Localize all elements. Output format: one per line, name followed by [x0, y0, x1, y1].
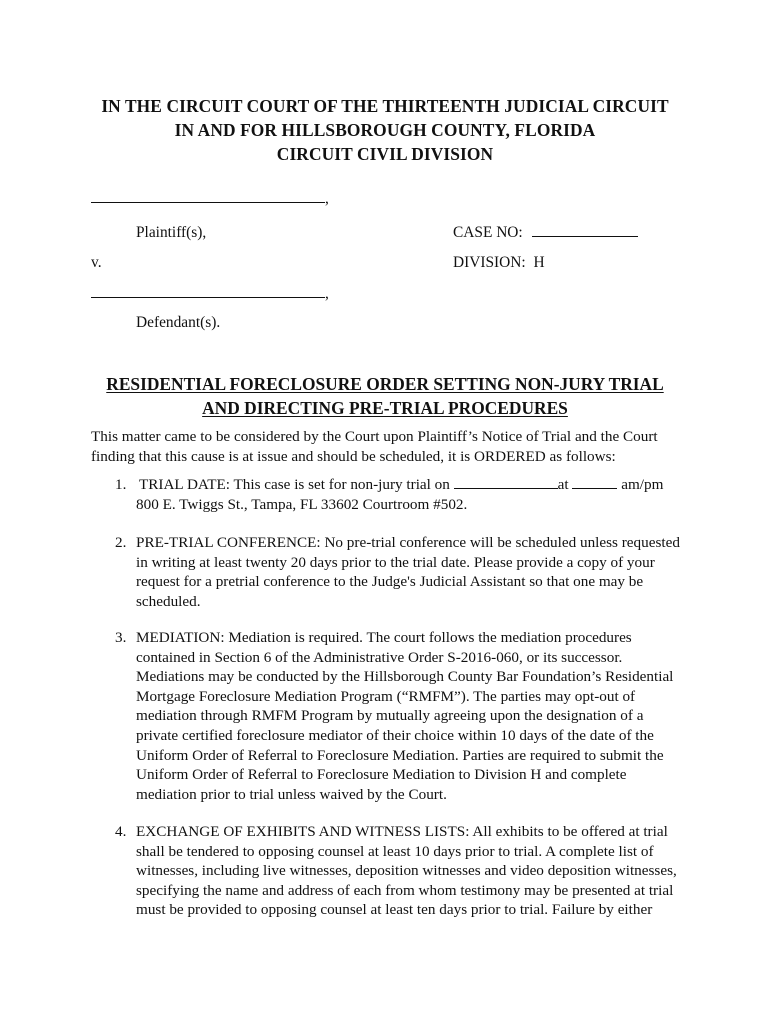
order-item-3-number: 3. — [115, 629, 127, 646]
order-item-2-line-1: PRE-TRIAL CONFERENCE: No pre-trial conference will be scheduled unless requested — [136, 534, 680, 551]
order-item-3-line-2: contained in Section 6 of the Administrative Order S-2016-060, or its successor. — [136, 648, 623, 666]
order-item-3-line-1: MEDIATION: Mediation is required. The court follows the mediation procedures — [136, 629, 632, 646]
order-item-4-line-5: must be provided to opposing counsel at least ten days prior to trial. Failure by either — [136, 901, 653, 919]
division-field — [453, 253, 545, 273]
intro-paragraph — [91, 427, 681, 466]
court-header — [0, 94, 770, 166]
order-item-3-line-5: mediation through RMFM Program by mutually agreeing upon the designation of a — [136, 707, 644, 725]
plaintiff-name-blank — [91, 190, 329, 208]
case-number-blank — [532, 223, 638, 237]
order-item-4-number: 4. — [115, 823, 127, 840]
case-number-label: CASE NO: — [453, 224, 523, 241]
order-item-4 — [91, 822, 691, 922]
plaintiff-name-underline — [91, 201, 325, 203]
order-title-line-2: AND DIRECTING PRE-TRIAL PROCEDURES — [202, 398, 568, 418]
versus-label: v. — [91, 254, 102, 271]
order-item-3 — [91, 628, 691, 808]
plaintiff-label: Plaintiff(s), — [136, 224, 207, 241]
order-item-2-line-3: request for a pretrial conference to the Judge's Judicial Assistant so that one may be — [136, 573, 644, 591]
defendant-name-blank — [91, 285, 329, 303]
trial-location-line: 800 E. Twiggs St., Tampa, FL 33602 Courtroom #502. — [136, 495, 468, 513]
trial-date-line — [139, 475, 699, 495]
division-label: DIVISION: — [453, 254, 526, 271]
order-item-3-line-8: Uniform Order of Referral to Foreclosure Mediation to Division H and complete — [136, 766, 627, 784]
order-item-4-line-3: witnesses, including live witnesses, deposition witnesses and video deposition witnesses, — [136, 862, 677, 880]
defendant-name-underline — [91, 296, 325, 298]
order-item-4-line-4: specifying the name and address of each from whom testimony may be presented at trial — [136, 881, 674, 899]
order-item-3-line-6: private certified foreclosure mediator of their choice within 10 days of the date of the — [136, 726, 654, 744]
court-header-line-2: IN AND FOR HILLSBOROUGH COUNTY, FLORIDA — [174, 120, 596, 140]
order-item-1-number: 1. — [115, 476, 127, 493]
case-number-field — [453, 223, 638, 243]
order-item-2-body — [136, 533, 696, 611]
order-item-2-number: 2. — [115, 534, 127, 551]
trial-at-label: at — [557, 476, 569, 493]
order-item-4-line-1: EXCHANGE OF EXHIBITS AND WITNESS LISTS: All exhibits to be offered at trial — [136, 823, 668, 840]
trial-ampm-label: am/pm — [621, 476, 664, 493]
order-item-3-line-7: Uniform Order of Referral to Foreclosure Mediation. Parties are required to submit the — [136, 746, 664, 764]
order-title — [0, 372, 770, 420]
trial-time-blank — [572, 475, 617, 489]
order-item-3-body — [136, 628, 696, 804]
order-item-2-line-2: in writing at least twenty 20 days prior to the trial date. Please provide a copy of your — [136, 553, 655, 571]
intro-line-2: finding that this cause is at issue and should be scheduled, it is ORDERED as follows: — [91, 447, 616, 465]
order-item-3-line-3: Mediations may be conducted by the Hillsborough County Bar Foundation’s Residential — [136, 668, 674, 686]
court-header-line-3: CIRCUIT CIVIL DIVISION — [276, 144, 494, 164]
trial-date-text: TRIAL DATE: This case is set for non-jury trial on — [139, 476, 450, 493]
order-item-3-line-4: Mortgage Foreclosure Mediation Program (“RMFM”). The parties may opt-out of — [136, 687, 636, 705]
division-value: H — [533, 254, 545, 271]
order-item-2-line-4: scheduled. — [136, 592, 201, 610]
order-item-4-body — [136, 822, 696, 920]
order-item-1 — [91, 475, 691, 515]
court-header-line-1: IN THE CIRCUIT COURT OF THE THIRTEENTH JUDICIAL CIRCUIT — [101, 96, 669, 116]
defendant-label: Defendant(s). — [136, 314, 221, 331]
order-item-3-line-9: mediation prior to trial unless waived by the Court. — [136, 785, 447, 803]
plaintiff-comma: , — [325, 190, 329, 207]
intro-line-1: This matter came to be considered by the Court upon Plaintiff’s Notice of Trial and the Court — [91, 428, 658, 445]
defendant-comma: , — [325, 285, 329, 302]
order-item-2 — [91, 533, 691, 613]
order-item-4-line-2: shall be tendered to opposing counsel at least 10 days prior to trial. A complete list of — [136, 842, 654, 860]
order-title-line-1: RESIDENTIAL FORECLOSURE ORDER SETTING NON-JURY TRIAL — [106, 374, 664, 394]
order-item-1-body — [136, 475, 699, 514]
trial-date-blank — [454, 475, 558, 489]
